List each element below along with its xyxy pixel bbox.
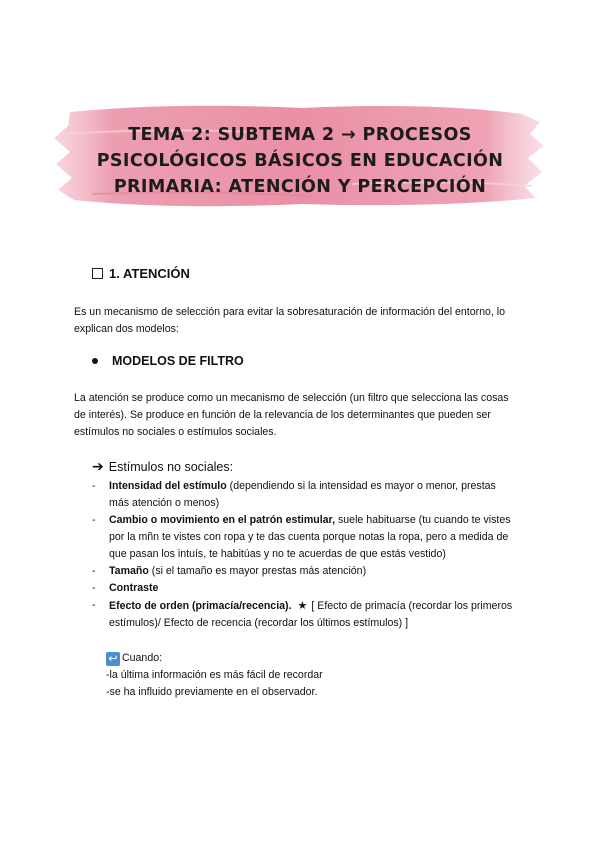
note-line-1: -la última información es más fácil de recordar — [106, 669, 323, 681]
intro-line-1: Es un mecanismo de selección para evitar la sobresaturación de información del entorno, lo — [74, 306, 506, 318]
note-line-2: -se ha influido previamente en el observador. — [106, 686, 318, 698]
list-item: - Cambio o movimiento en el patrón estimular, suele habituarse (tu cuando te vistes por la mñn te vistes con ropa y te das cuenta porque notas la ropa, pero a medida de que pasan los intuís, te habitúas y no te acuerdas de que estás vestido) — [92, 514, 511, 560]
models-heading — [92, 354, 244, 368]
note-label: Cuando: — [122, 652, 163, 664]
non-social-heading — [92, 459, 233, 475]
list-item: - Contraste — [92, 582, 159, 594]
description-line-3: estímulos no sociales o estímulos sociales. — [74, 426, 277, 438]
page-title — [52, 122, 548, 200]
description-paragraph — [74, 390, 534, 441]
description-line-1: La atención se produce como un mecanismo de selección (un filtro que selecciona las cosas — [74, 392, 509, 404]
models-heading-text: MODELOS DE FILTRO — [112, 354, 244, 368]
checkbox-icon — [92, 268, 103, 279]
non-social-list — [92, 478, 532, 632]
section-heading-text: 1. ATENCIÓN — [109, 266, 190, 281]
title-banner — [52, 98, 548, 214]
star-icon: ★ — [297, 599, 308, 612]
intro-paragraph — [74, 304, 534, 338]
intro-line-2: explican dos modelos: — [74, 323, 179, 335]
title-line-2: PSICOLÓGICOS BÁSICOS EN EDUCACIÓN — [96, 151, 504, 171]
title-line-3: PRIMARIA: ATENCIÓN Y PERCEPCIÓN — [113, 177, 487, 197]
list-item: - Intensidad del estímulo (dependiendo si la intensidad es mayor o menor, prestas más atención o menos) — [92, 480, 496, 509]
title-line-1: TEMA 2: SUBTEMA 2 → PROCESOS — [128, 125, 472, 145]
description-line-2: de interés). Se produce en función de la relevancia de los determinantes que pueden ser — [74, 409, 491, 421]
non-social-heading-text: Estímulos no sociales: — [108, 460, 234, 474]
note-block — [106, 650, 323, 701]
arrow-right-icon: ➔ — [92, 459, 104, 475]
section-heading-atencion — [92, 266, 190, 281]
list-item: - Tamaño (si el tamaño es mayor prestas más atención) — [92, 565, 367, 577]
list-item: - Efecto de orden (primacía/recencia). ★ [ Efecto de primacía (recordar los primeros estímulos)/ Efecto de recencia (recordar los últimos estímulos) ] — [92, 599, 513, 629]
return-arrow-icon: ↩ — [106, 652, 120, 666]
bullet-icon — [92, 358, 98, 364]
